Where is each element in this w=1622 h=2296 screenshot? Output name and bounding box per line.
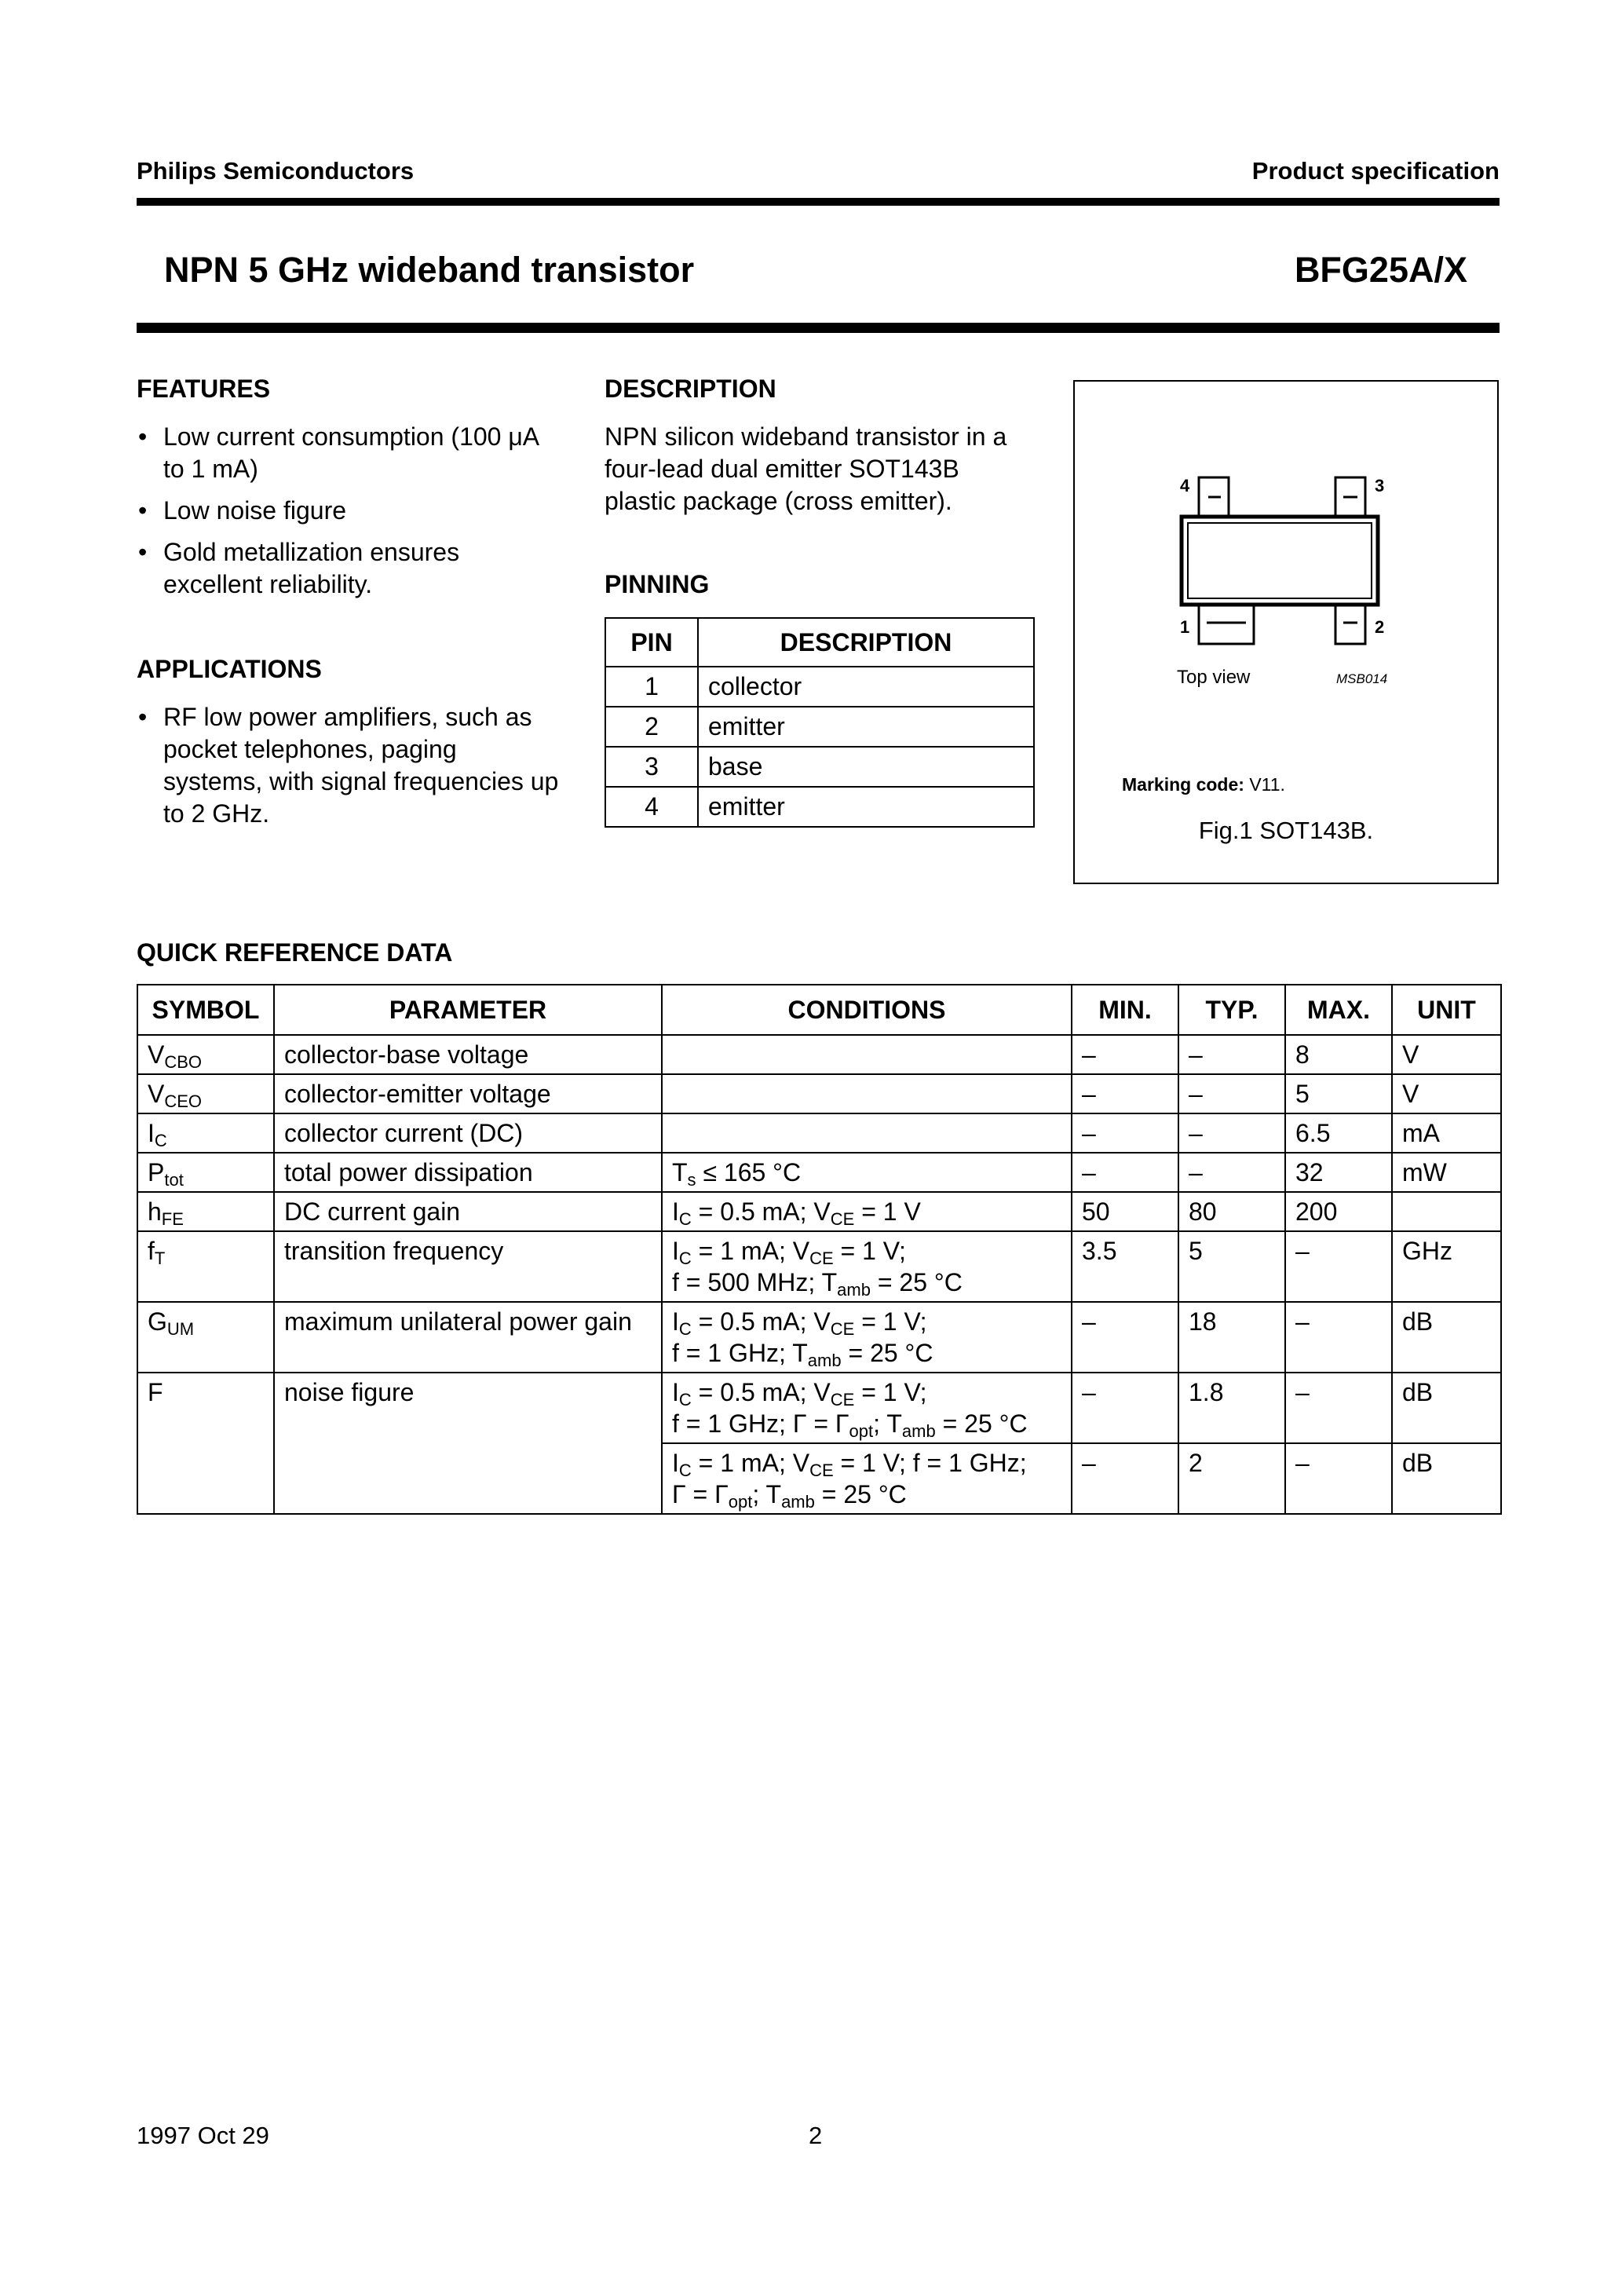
applications-list xyxy=(137,701,561,839)
pin-label-3: 3 xyxy=(1375,476,1385,495)
typ-cell: – xyxy=(1178,1074,1285,1113)
max-cell: – xyxy=(1285,1373,1392,1443)
pin-description: emitter xyxy=(698,787,1034,827)
parameter-cell: collector-base voltage xyxy=(274,1035,662,1074)
top-view-label: Top view xyxy=(1177,667,1251,688)
package-body xyxy=(1182,517,1378,605)
marking-code-value: V11. xyxy=(1249,774,1285,795)
max-cell: – xyxy=(1285,1302,1392,1373)
unit-column-header: UNIT xyxy=(1392,985,1501,1035)
company-name: Philips Semiconductors xyxy=(137,157,415,185)
symbol-cell: $V_{CEO}$ xyxy=(137,1074,274,1113)
conditions-column-header: CONDITIONS xyxy=(662,985,1072,1035)
conditions-cell: $I_C = 0.5$ mA; $V_{CE} = 1$ V; f = 1 GHz; $\Gamma = \Gamma_{opt}$; $T_{amb} = 25$ °C xyxy=(662,1373,1072,1443)
max-cell: – xyxy=(1285,1231,1392,1302)
unit-cell: dB xyxy=(1392,1443,1501,1514)
max-cell: 5 xyxy=(1285,1074,1392,1113)
parameter-cell: noise figure xyxy=(274,1373,662,1443)
max-column-header: MAX. xyxy=(1285,985,1392,1035)
typ-cell: 80 xyxy=(1178,1192,1285,1231)
symbol-cell: $V_{CBO}$ xyxy=(137,1035,274,1074)
feature-item: • Low current consumption (100 μA to 1 mA) xyxy=(137,421,561,485)
pin-label-4: 4 xyxy=(1180,476,1190,495)
table-row xyxy=(137,1113,1501,1153)
drawing-code: MSB014 xyxy=(1336,671,1388,686)
table-row xyxy=(137,1074,1501,1113)
parameter-cell: collector-emitter voltage xyxy=(274,1074,662,1113)
unit-cell: mW xyxy=(1392,1153,1501,1192)
part-number: BFG25A/X xyxy=(1294,250,1467,290)
conditions-cell: $I_C = 0.5$ mA; $V_{CE} = 1$ V xyxy=(662,1192,1072,1231)
quick-reference-header-row xyxy=(137,985,1501,1035)
pinning-header-row xyxy=(605,618,1034,667)
parameter-cell xyxy=(274,1443,662,1514)
table-row xyxy=(137,1302,1501,1373)
package-body-inner xyxy=(1188,523,1372,598)
table-row xyxy=(605,747,1034,787)
pin-label-2: 2 xyxy=(1375,617,1385,637)
pinning-table xyxy=(605,617,1035,828)
pin-1-lead xyxy=(1199,605,1254,644)
pin-number: 3 xyxy=(605,747,698,787)
typ-column-header: TYP. xyxy=(1178,985,1285,1035)
pin-description: base xyxy=(698,747,1034,787)
table-row xyxy=(605,667,1034,707)
conditions-cell: $I_C = 1$ mA; $V_{CE} = 1$ V; f = 500 MHz; $T_{amb} = 25$ °C xyxy=(662,1231,1072,1302)
unit-cell: mA xyxy=(1392,1113,1501,1153)
max-cell: 200 xyxy=(1285,1192,1392,1231)
product-title: NPN 5 GHz wideband transistor xyxy=(164,250,695,290)
table-row xyxy=(137,1192,1501,1231)
symbol-cell: $G_{UM}$ xyxy=(137,1302,274,1373)
header-rule xyxy=(137,198,1500,206)
min-cell: – xyxy=(1072,1302,1178,1373)
min-cell: – xyxy=(1072,1153,1178,1192)
quick-reference-heading: QUICK REFERENCE DATA xyxy=(137,938,453,967)
unit-cell: dB xyxy=(1392,1373,1501,1443)
pin-description: emitter xyxy=(698,707,1034,747)
unit-cell: V xyxy=(1392,1074,1501,1113)
pin-label-1: 1 xyxy=(1180,617,1190,637)
table-row xyxy=(137,1443,1501,1514)
pin-number: 2 xyxy=(605,707,698,747)
marking-code-label: Marking code: xyxy=(1122,774,1244,795)
package-figure xyxy=(1073,380,1499,884)
typ-cell: 2 xyxy=(1178,1443,1285,1514)
conditions-cell xyxy=(662,1113,1072,1153)
unit-cell: dB xyxy=(1392,1302,1501,1373)
pin-number: 4 xyxy=(605,787,698,827)
pin-column-header: PIN xyxy=(605,618,698,667)
min-column-header: MIN. xyxy=(1072,985,1178,1035)
table-row xyxy=(605,707,1034,747)
parameter-cell: DC current gain xyxy=(274,1192,662,1231)
min-cell: – xyxy=(1072,1074,1178,1113)
max-cell: 8 xyxy=(1285,1035,1392,1074)
typ-cell: – xyxy=(1178,1113,1285,1153)
min-cell: – xyxy=(1072,1035,1178,1074)
pinning-heading: PINNING xyxy=(605,570,710,598)
min-cell: – xyxy=(1072,1443,1178,1514)
marking-code xyxy=(1122,774,1285,795)
sot143b-package-drawing xyxy=(1075,382,1497,883)
document-type: Product specification xyxy=(1251,157,1500,185)
typ-cell: 5 xyxy=(1178,1231,1285,1302)
description-text: NPN silicon wideband transistor in a four-lead dual emitter SOT143B plastic package (cross emitter). xyxy=(605,422,1007,515)
typ-cell: – xyxy=(1178,1035,1285,1074)
pin-2-lead xyxy=(1335,605,1365,644)
conditions-cell: $T_s \le 165$ °C xyxy=(662,1153,1072,1192)
conditions-cell xyxy=(662,1074,1072,1113)
pin-description: collector xyxy=(698,667,1034,707)
description-heading: DESCRIPTION xyxy=(605,375,776,403)
unit-cell: GHz xyxy=(1392,1231,1501,1302)
parameter-cell: total power dissipation xyxy=(274,1153,662,1192)
parameter-column-header: PARAMETER xyxy=(274,985,662,1035)
min-cell: – xyxy=(1072,1373,1178,1443)
symbol-cell: $f_T$ xyxy=(137,1231,274,1302)
conditions-cell: $I_C = 0.5$ mA; $V_{CE} = 1$ V; f = 1 GHz; $T_{amb} = 25$ °C xyxy=(662,1302,1072,1373)
quick-reference-table xyxy=(137,984,1502,1515)
typ-cell: – xyxy=(1178,1153,1285,1192)
typ-cell: 18 xyxy=(1178,1302,1285,1373)
page-number: 2 xyxy=(809,2122,823,2149)
max-cell: – xyxy=(1285,1443,1392,1514)
table-row xyxy=(605,787,1034,827)
table-row xyxy=(137,1231,1501,1302)
feature-item: • Low noise figure xyxy=(137,495,561,527)
parameter-cell: maximum unilateral power gain xyxy=(274,1302,662,1373)
pin-number: 1 xyxy=(605,667,698,707)
applications-heading: APPLICATIONS xyxy=(137,655,322,683)
parameter-cell: transition frequency xyxy=(274,1231,662,1302)
title-rule xyxy=(137,323,1500,333)
description-column-header: DESCRIPTION xyxy=(698,618,1034,667)
unit-cell xyxy=(1392,1192,1501,1231)
min-cell: 3.5 xyxy=(1072,1231,1178,1302)
unit-cell: V xyxy=(1392,1035,1501,1074)
symbol-cell: $P_{tot}$ xyxy=(137,1153,274,1192)
table-row xyxy=(137,1035,1501,1074)
max-cell: 32 xyxy=(1285,1153,1392,1192)
features-list xyxy=(137,421,561,610)
symbol-cell: $h_{FE}$ xyxy=(137,1192,274,1231)
table-row xyxy=(137,1153,1501,1192)
conditions-cell: $I_C = 1$ mA; $V_{CE} = 1$ V; f = 1 GHz; $\Gamma = \Gamma_{opt}$; $T_{amb} = 25$ °C xyxy=(662,1443,1072,1514)
conditions-cell xyxy=(662,1035,1072,1074)
table-row xyxy=(137,1373,1501,1443)
footer-date: 1997 Oct 29 xyxy=(137,2122,269,2149)
symbol-cell: F xyxy=(137,1373,274,1443)
feature-item: • Gold metallization ensures excellent reliability. xyxy=(137,536,561,601)
symbol-cell xyxy=(137,1443,274,1514)
min-cell: 50 xyxy=(1072,1192,1178,1231)
symbol-column-header: SYMBOL xyxy=(137,985,274,1035)
application-item: • RF low power amplifiers, such as pocket telephones, paging systems, with signal frequencies up to 2 GHz. xyxy=(137,701,561,830)
typ-cell: 1.8 xyxy=(1178,1373,1285,1443)
max-cell: 6.5 xyxy=(1285,1113,1392,1153)
features-heading: FEATURES xyxy=(137,375,271,403)
figure-caption: Fig.1 SOT143B. xyxy=(1198,817,1374,844)
parameter-cell: collector current (DC) xyxy=(274,1113,662,1153)
symbol-cell: $I_C$ xyxy=(137,1113,274,1153)
min-cell: – xyxy=(1072,1113,1178,1153)
